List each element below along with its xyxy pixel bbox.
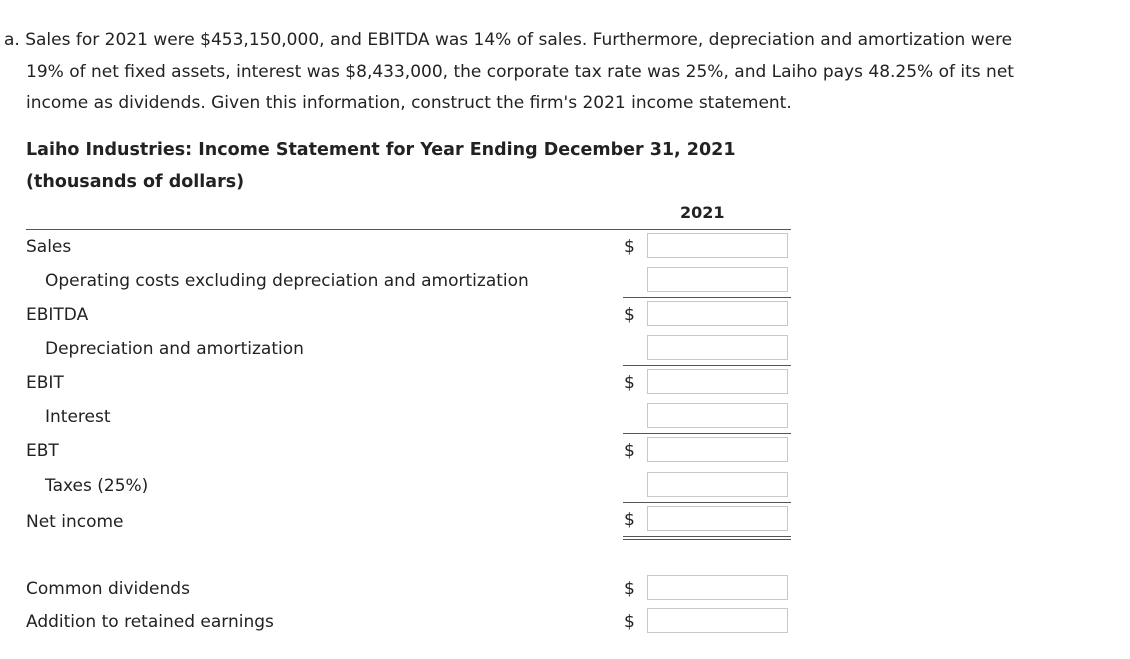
dollar-sign: $	[624, 441, 635, 461]
retained-earnings-input[interactable]	[647, 608, 788, 633]
dollar-sign: $	[624, 305, 635, 325]
dollar-sign: $	[624, 237, 635, 257]
common-dividends-input[interactable]	[647, 575, 788, 600]
ebt-input[interactable]	[647, 437, 788, 462]
subtotal-rule	[623, 433, 791, 434]
sales-input[interactable]	[647, 233, 788, 258]
interest-input[interactable]	[647, 403, 788, 428]
row-label-retained-earnings: Addition to retained earnings	[26, 612, 274, 632]
double-rule-top	[623, 536, 791, 537]
row-label-depreciation: Depreciation and amortization	[45, 339, 304, 359]
subtotal-rule	[623, 365, 791, 366]
question-line: a. Sales for 2021 were $453,150,000, and EBITDA was 14% of sales. Furthermore, depreciation and amortization were	[4, 30, 1013, 50]
row-label-sales: Sales	[26, 237, 72, 257]
row-label-common-dividends: Common dividends	[26, 579, 190, 599]
subtotal-rule	[623, 297, 791, 298]
row-label-net-income: Net income	[26, 512, 124, 532]
row-label-ebit: EBIT	[26, 373, 64, 393]
subtotal-rule	[623, 502, 791, 503]
header-divider	[26, 229, 791, 230]
row-label-operating-costs: Operating costs excluding depreciation and amortization	[45, 271, 529, 291]
ebit-input[interactable]	[647, 369, 788, 394]
row-label-interest: Interest	[45, 407, 111, 427]
row-label-taxes: Taxes (25%)	[45, 476, 149, 496]
dollar-sign: $	[624, 373, 635, 393]
dollar-sign: $	[624, 510, 635, 530]
question-line: income as dividends. Given this information, construct the firm's 2021 income statement.	[26, 93, 792, 113]
dollar-sign: $	[624, 612, 635, 632]
statement-subtitle: (thousands of dollars)	[26, 172, 245, 192]
statement-title: Laiho Industries: Income Statement for Year Ending December 31, 2021	[26, 140, 736, 160]
column-header: 2021	[680, 203, 725, 222]
ebitda-input[interactable]	[647, 301, 788, 326]
net-income-input[interactable]	[647, 506, 788, 531]
taxes-input[interactable]	[647, 472, 788, 497]
question-line: 19% of net fixed assets, interest was $8,433,000, the corporate tax rate was 25%, and Laiho pays 48.25% of its net	[26, 61, 1014, 82]
depreciation-input[interactable]	[647, 335, 788, 360]
dollar-sign: $	[624, 579, 635, 599]
row-label-ebitda: EBITDA	[26, 305, 89, 325]
row-label-ebt: EBT	[26, 441, 59, 461]
double-rule-bottom	[623, 539, 791, 540]
question-text	[0, 25, 1110, 120]
operating-costs-input[interactable]	[647, 267, 788, 292]
